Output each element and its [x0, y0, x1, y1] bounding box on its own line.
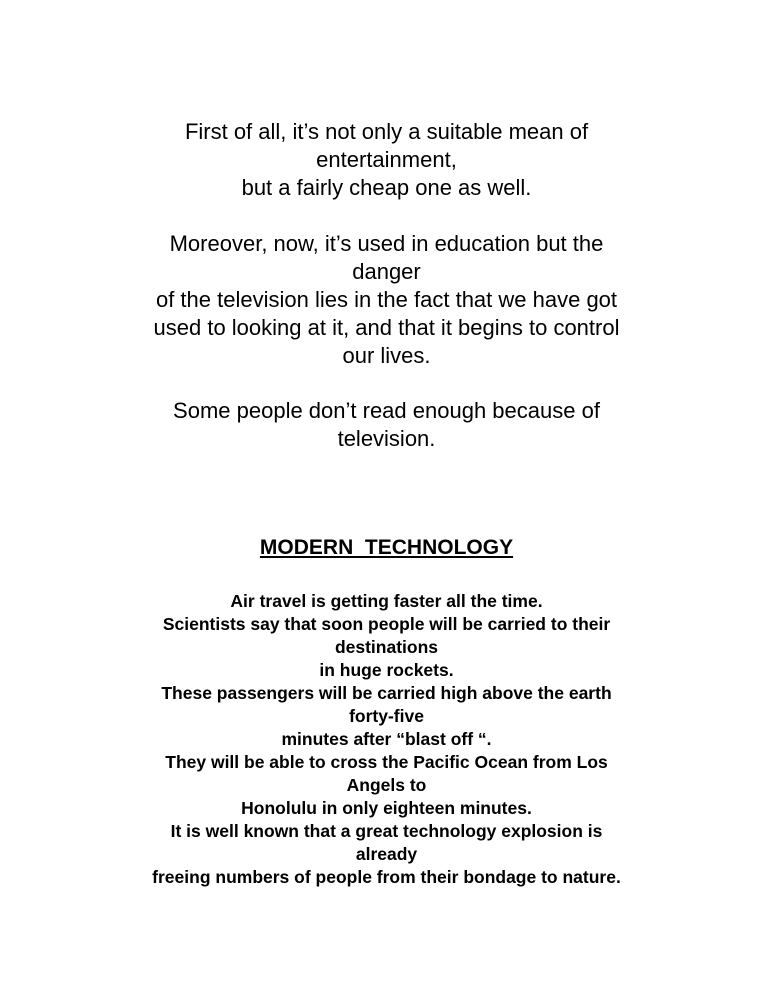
paragraph-reading [0, 397, 773, 453]
paragraph-line: our lives. [342, 343, 431, 368]
section-heading [0, 535, 773, 561]
paragraph-line: television. [337, 426, 436, 451]
paragraph-line: Some people don’t read enough because of [173, 398, 600, 423]
paragraph-line: used to looking at it, and that it begins to control [153, 315, 620, 340]
paragraph-line: entertainment, [316, 147, 457, 172]
section-line: Honolulu in only eighteen minutes. [241, 798, 532, 818]
section-line: in huge rockets. [319, 660, 454, 680]
section-line: freeing numbers of people from their bondage to nature. [152, 867, 621, 887]
section-line: Scientists say that soon people will be carried to their [162, 614, 611, 634]
section-line: These passengers will be carried high above the earth [161, 683, 612, 703]
section-line: already [355, 844, 418, 864]
section-line: minutes after “blast off “. [281, 729, 492, 749]
section-line: Angels to [346, 775, 427, 795]
paragraph-line: but a fairly cheap one as well. [241, 175, 532, 200]
paragraph-line: Moreover, now, it’s used in education but the [169, 231, 604, 256]
section-line: forty-five [349, 706, 424, 726]
section-line: They will be able to cross the Pacific Ocean from Los [165, 752, 608, 772]
section-body [0, 590, 773, 889]
paragraph-entertainment [0, 118, 773, 202]
section-line: It is well known that a great technology explosion is [170, 821, 603, 841]
section-line: Air travel is getting faster all the time. [230, 591, 543, 611]
section-title: MODERN TECHNOLOGY [259, 536, 514, 559]
section-line: destinations [334, 637, 439, 657]
paragraph-line: First of all, it’s not only a suitable mean of [184, 119, 589, 144]
paragraph-education [0, 230, 773, 370]
paragraph-line: danger [352, 259, 421, 284]
paragraph-line: of the television lies in the fact that we have got [155, 287, 618, 312]
